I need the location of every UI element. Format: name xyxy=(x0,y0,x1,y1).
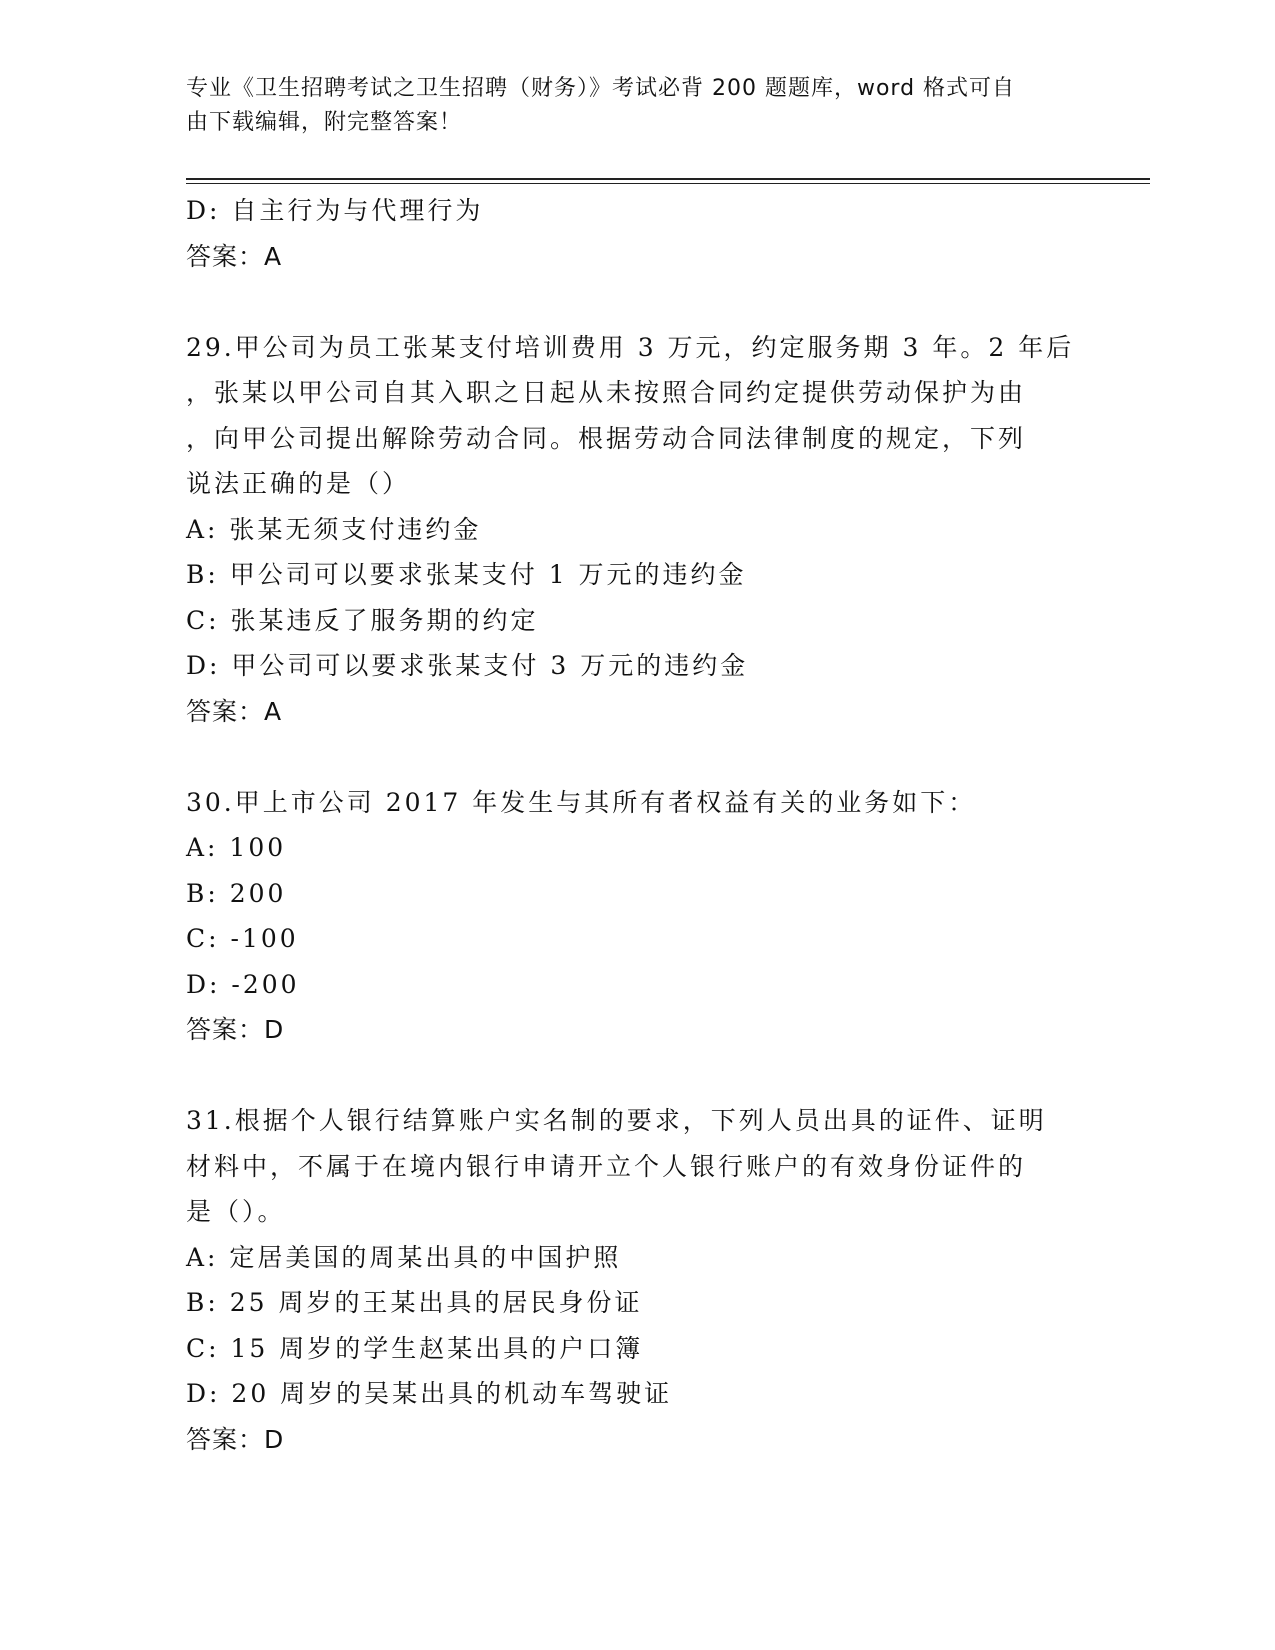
answer: 答案：A xyxy=(186,696,283,726)
question-30 xyxy=(186,780,1086,1053)
prev-question xyxy=(186,188,1086,279)
option-d: D: -200 xyxy=(186,969,300,999)
option-a: A: 100 xyxy=(186,833,287,862)
header-rule-thick xyxy=(186,178,1150,180)
spacer xyxy=(186,734,1086,780)
answer: 答案：A xyxy=(186,241,283,271)
question-text-line: 31.根据个人银行结算账户实名制的要求，下列人员出具的证件、证明 xyxy=(186,1106,1047,1135)
question-29 xyxy=(186,325,1086,735)
option-a: A: 定居美国的周某出具的中国护照 xyxy=(186,1242,622,1272)
spacer xyxy=(186,279,1086,325)
question-text-line: 材料中，不属于在境内银行申请开立个人银行账户的有效身份证件的 xyxy=(186,1151,1027,1181)
question-text-line: 29.甲公司为员工张某支付培训费用 3 万元，约定服务期 3 年。2 年后 xyxy=(186,332,1075,362)
header-title-line-1: 专业《卫生招聘考试之卫生招聘（财务）》考试必背 200 题题库，word 格式可自 xyxy=(186,76,1016,101)
header-rule-thin xyxy=(186,183,1150,184)
option-b: B: 200 xyxy=(186,878,287,908)
answer: 答案：D xyxy=(186,1424,285,1454)
option-b: B: 25 周岁的王某出具的居民身份证 xyxy=(186,1288,643,1317)
question-31 xyxy=(186,1098,1086,1462)
question-text-line: 30.甲上市公司 2017 年发生与其所有者权益有关的业务如下： xyxy=(186,787,977,817)
option-c: C: -100 xyxy=(186,924,299,953)
header-title-line-2: 由下载编辑，附完整答案！ xyxy=(186,110,463,135)
question-text-line: 是（）。 xyxy=(186,1197,286,1226)
spacer xyxy=(186,1053,1086,1099)
question-text-line: 说法正确的是（） xyxy=(186,469,411,498)
question-text-line: ，张某以甲公司自其入职之日起从未按照合同约定提供劳动保护为由 xyxy=(186,378,1027,407)
option-d: D: 自主行为与代理行为 xyxy=(186,196,484,225)
document-body xyxy=(186,188,1086,1462)
option-c: C: 15 周岁的学生赵某出具的户口簿 xyxy=(186,1333,644,1363)
option-c: C: 张某违反了服务期的约定 xyxy=(186,605,539,635)
option-d: D: 甲公司可以要求张某支付 3 万元的违约金 xyxy=(186,651,749,680)
answer: 答案：D xyxy=(186,1015,285,1044)
option-a: A: 张某无须支付违约金 xyxy=(186,514,482,544)
document-header xyxy=(186,72,1066,140)
option-d: D: 20 周岁的吴某出具的机动车驾驶证 xyxy=(186,1379,673,1408)
option-b: B: 甲公司可以要求张某支付 1 万元的违约金 xyxy=(186,560,747,589)
question-text-line: ，向甲公司提出解除劳动合同。根据劳动合同法律制度的规定，下列 xyxy=(186,423,1027,453)
